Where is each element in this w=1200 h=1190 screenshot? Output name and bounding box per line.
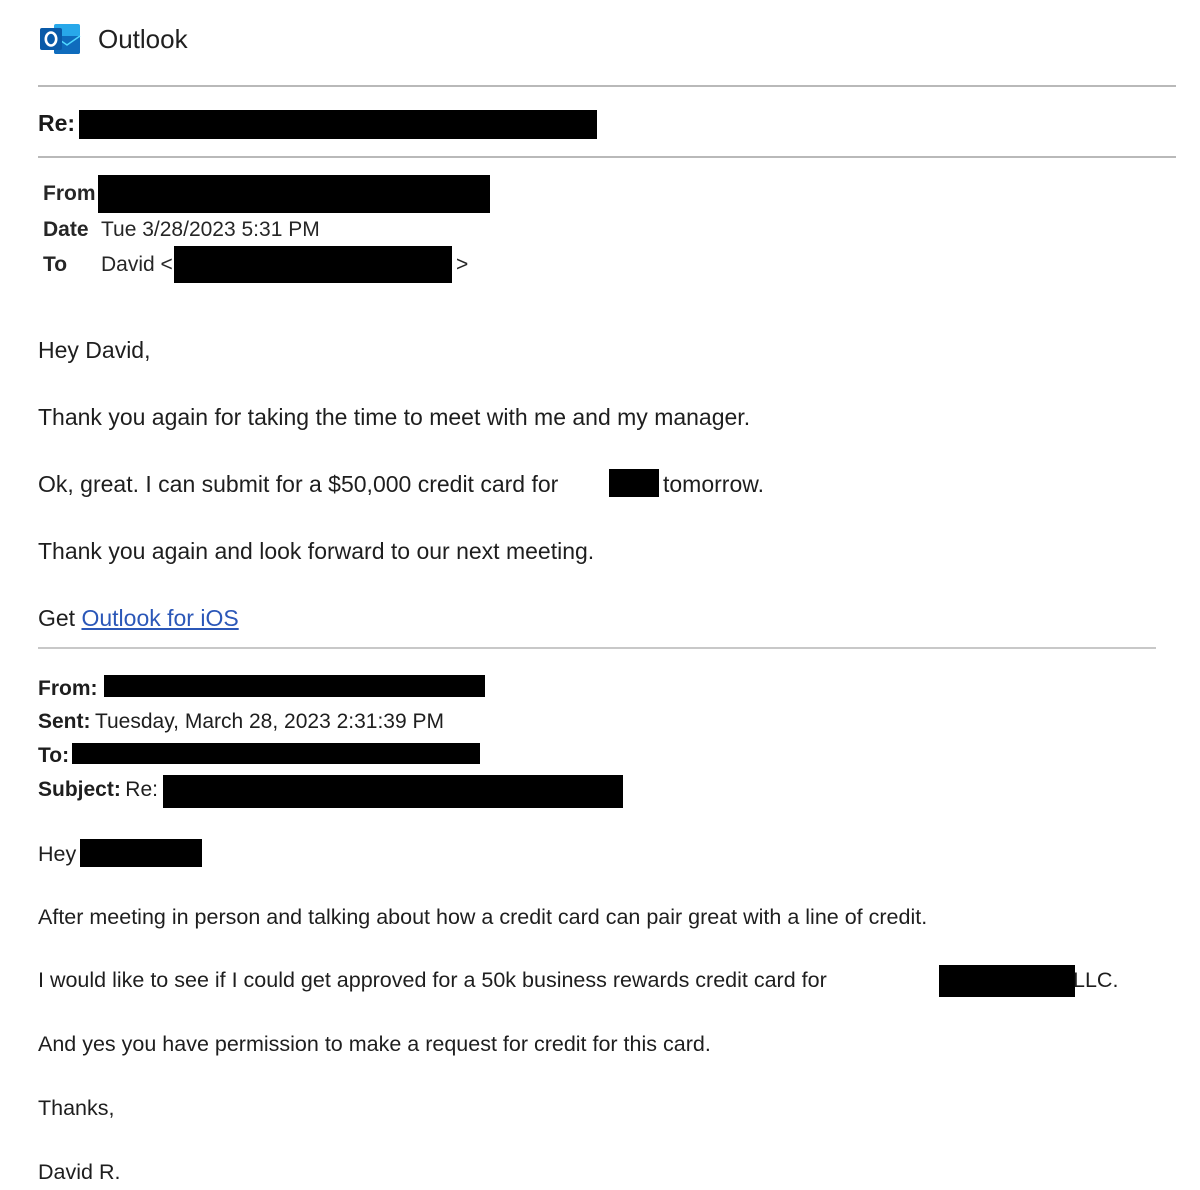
quoted-body-line-2-end: LLC. (1073, 968, 1119, 992)
signature-line (38, 605, 239, 632)
quoted-body-line-2-start: I would like to see if I could get approved for a 50k business rewards credit card for (38, 968, 827, 992)
quoted-subject-label: Subject: (38, 778, 121, 801)
quoted-sent-value: Tuesday, March 28, 2023 2:31:39 PM (94, 710, 444, 733)
redacted-quoted-sender (104, 675, 485, 697)
quoted-closing: Thanks, (38, 1096, 115, 1120)
header-divider (38, 85, 1176, 87)
signature-get-text: Get (38, 605, 76, 631)
quoted-greeting: Hey (38, 842, 77, 866)
redacted-quoted-subject (163, 775, 623, 808)
date-label: Date (43, 218, 89, 241)
from-label: From (43, 182, 96, 205)
to-label: To (43, 253, 68, 276)
outlook-logo-icon (40, 22, 82, 56)
app-title: Outlook (98, 24, 188, 54)
redacted-company (609, 469, 659, 497)
redacted-quoted-greeting-name (80, 839, 202, 867)
quoted-sent-line (38, 710, 444, 734)
subject-divider (38, 156, 1176, 158)
quote-divider (38, 647, 1156, 649)
date-value: Tue 3/28/2023 5:31 PM (101, 218, 320, 241)
body-line-3: Thank you again and look forward to our next meeting. (38, 538, 595, 564)
quoted-from-label: From: (38, 677, 98, 700)
redacted-sender (98, 175, 490, 213)
quoted-to-label: To: (38, 744, 70, 767)
body-line-1: Thank you again for taking the time to meet with me and my manager. (38, 404, 751, 430)
subject-prefix: Re: (38, 110, 76, 136)
redacted-quoted-recipients (72, 743, 480, 764)
quoted-signature: David R. (38, 1160, 121, 1184)
redacted-recipient-email (174, 246, 452, 283)
to-recipient-name[interactable]: David < (101, 253, 173, 276)
quoted-subject-line (38, 778, 158, 802)
quoted-body-line-3: And yes you have permission to make a request for credit for this card. (38, 1032, 711, 1056)
quoted-body-line-1: After meeting in person and talking about how a credit card can pair great with a line of credit. (38, 905, 928, 929)
body-line-2-start: Ok, great. I can submit for a $50,000 credit card for (38, 471, 559, 497)
outlook-ios-link[interactable]: Outlook for iOS (81, 605, 239, 631)
greeting: Hey David, (38, 337, 151, 363)
quoted-sent-label: Sent: (38, 710, 91, 733)
redacted-subject (79, 110, 597, 139)
redacted-business-name (939, 965, 1075, 997)
to-recipient-close: > (456, 253, 469, 276)
quoted-subject-value: Re: (125, 778, 158, 801)
body-line-2-end: tomorrow. (663, 471, 764, 497)
